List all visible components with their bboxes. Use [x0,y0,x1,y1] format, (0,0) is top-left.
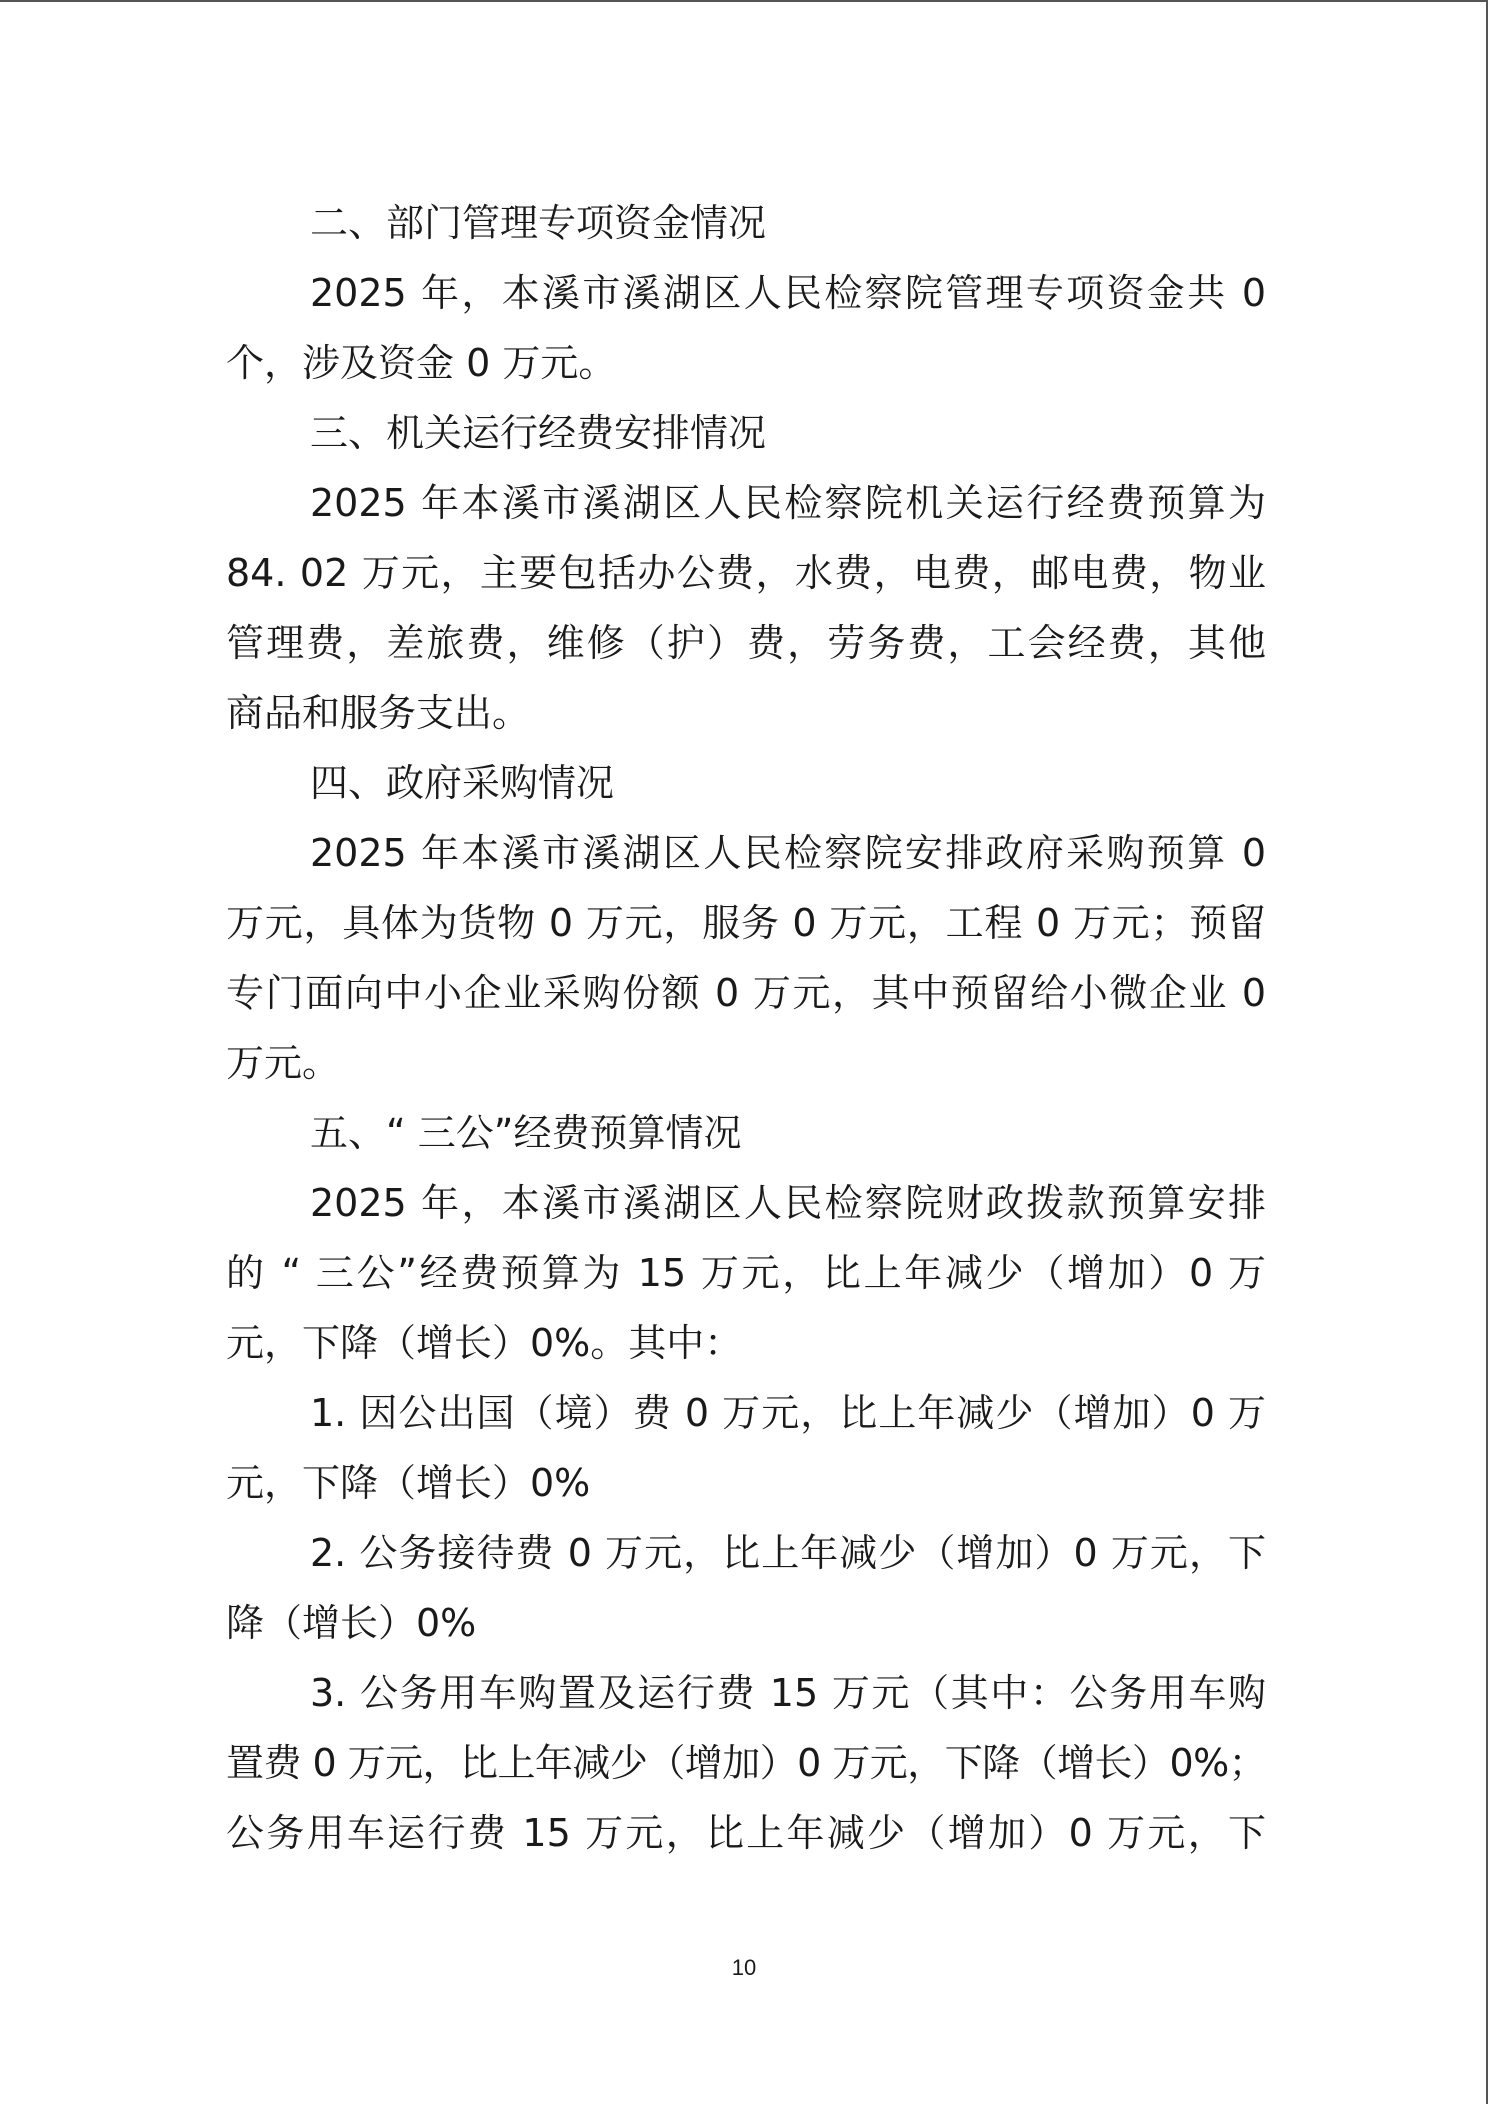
text-line: 个，涉及资金 0 万元。 [226,341,617,385]
text-line: 公务用车运行费 15 万元，比上年减少（增加）0 万元，下 [226,1811,1266,1855]
text-line: 2025 年，本溪市溪湖区人民检察院财政拨款预算安排 [310,1181,1266,1225]
text-line: 的 “ 三公”经费预算为 15 万元，比上年减少（增加）0 万 [226,1251,1266,1295]
text-line: 2025 年本溪市溪湖区人民检察院机关运行经费预算为 [310,481,1266,525]
text-line: 万元，具体为货物 0 万元，服务 0 万元，工程 0 万元；预留 [226,901,1266,945]
text-line: 万元。 [226,1041,341,1085]
text-line: 元，下降（增长）0%。其中： [226,1321,743,1365]
text-line: 四、政府采购情况 [310,761,615,805]
text-line: 五、“ 三公”经费预算情况 [310,1111,742,1155]
text-line: 置费 0 万元，比上年减少（增加）0 万元，下降（增长）0%； [226,1741,1267,1785]
text-line: 降（增长）0% [226,1601,477,1645]
text-line: 2. 公务接待费 0 万元，比上年减少（增加）0 万元，下 [310,1531,1266,1575]
text-line: 2025 年本溪市溪湖区人民检察院安排政府采购预算 0 [310,831,1266,875]
text-line: 元，下降（增长）0% [226,1461,591,1505]
text-line: 二、部门管理专项资金情况 [310,201,767,245]
text-line: 专门面向中小企业采购份额 0 万元，其中预留给小微企业 0 [226,971,1266,1015]
page-border-top [0,0,1488,2]
text-line: 1. 因公出国（境）费 0 万元，比上年减少（增加）0 万 [310,1391,1266,1435]
text-line: 管理费，差旅费，维修（护）费，劳务费，工会经费，其他 [226,621,1266,665]
text-line: 3. 公务用车购置及运行费 15 万元（其中：公务用车购 [310,1671,1266,1715]
text-line: 2025 年，本溪市溪湖区人民检察院管理专项资金共 0 [310,271,1266,315]
page-number: 10 [731,1955,757,1980]
text-line: 三、机关运行经费安排情况 [310,411,767,455]
text-line: 84. 02 万元，主要包括办公费，水费，电费，邮电费，物业 [226,551,1266,595]
document-body [226,188,1266,1868]
text-line: 商品和服务支出。 [226,691,531,735]
